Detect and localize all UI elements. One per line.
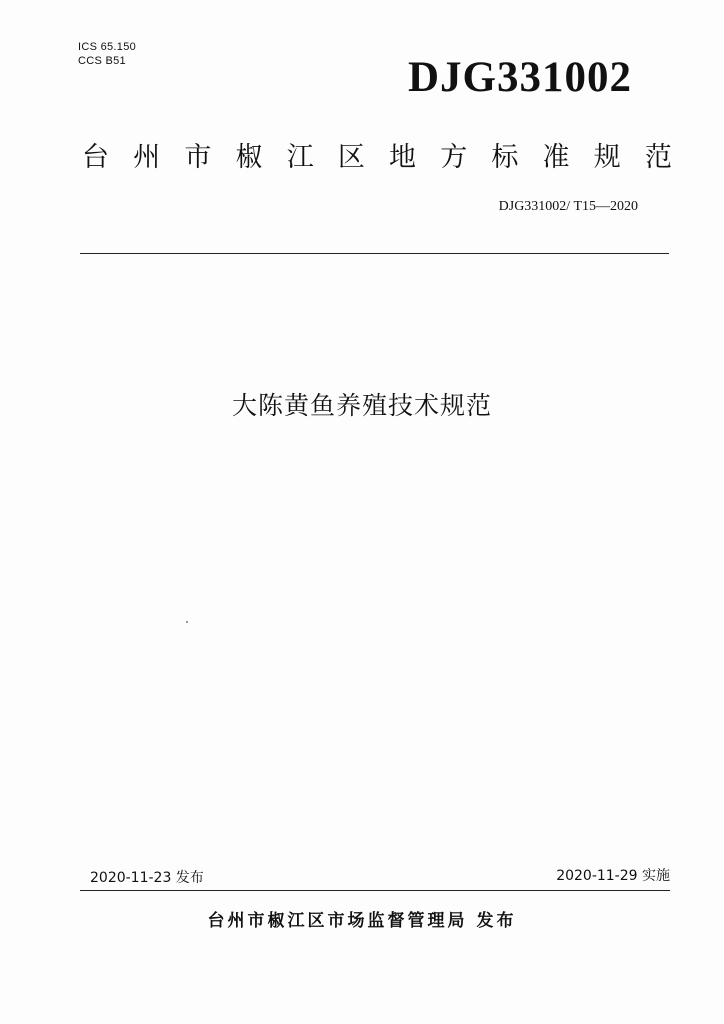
footer-divider xyxy=(80,890,670,891)
standard-type-char: 标 xyxy=(491,142,519,173)
standard-type-char: 方 xyxy=(440,142,468,173)
standard-type-char: 州 xyxy=(133,142,161,173)
issue-date: 2020-11-23 发布 xyxy=(90,870,204,886)
standard-type-char: 江 xyxy=(286,142,314,173)
standard-code: DJG331002/ T15—2020 xyxy=(498,199,638,214)
standard-type-char: 市 xyxy=(184,142,212,173)
standard-number: DJG331002 xyxy=(408,54,632,101)
scan-speck xyxy=(186,621,188,623)
standard-type-char: 椒 xyxy=(235,142,263,173)
standard-type-char: 区 xyxy=(337,142,365,173)
header-divider xyxy=(80,253,669,254)
ics-code: ICS 65.150 xyxy=(78,41,137,53)
implementation-date: 2020-11-29 实施 xyxy=(556,868,670,884)
standard-type-heading xyxy=(82,138,672,178)
standard-type-char: 地 xyxy=(389,142,417,173)
standard-type-char: 规 xyxy=(593,142,621,173)
document-title: 大陈黄鱼养殖技术规范 xyxy=(231,391,492,420)
standard-type-char: 台 xyxy=(82,142,109,173)
classification-codes xyxy=(78,40,136,68)
standard-type-char: 范 xyxy=(644,142,672,173)
issuing-authority: 台州市椒江区市场监督管理局 发布 xyxy=(207,911,517,931)
ccs-code: CCS B51 xyxy=(78,55,126,67)
standard-type-char: 准 xyxy=(542,142,570,173)
